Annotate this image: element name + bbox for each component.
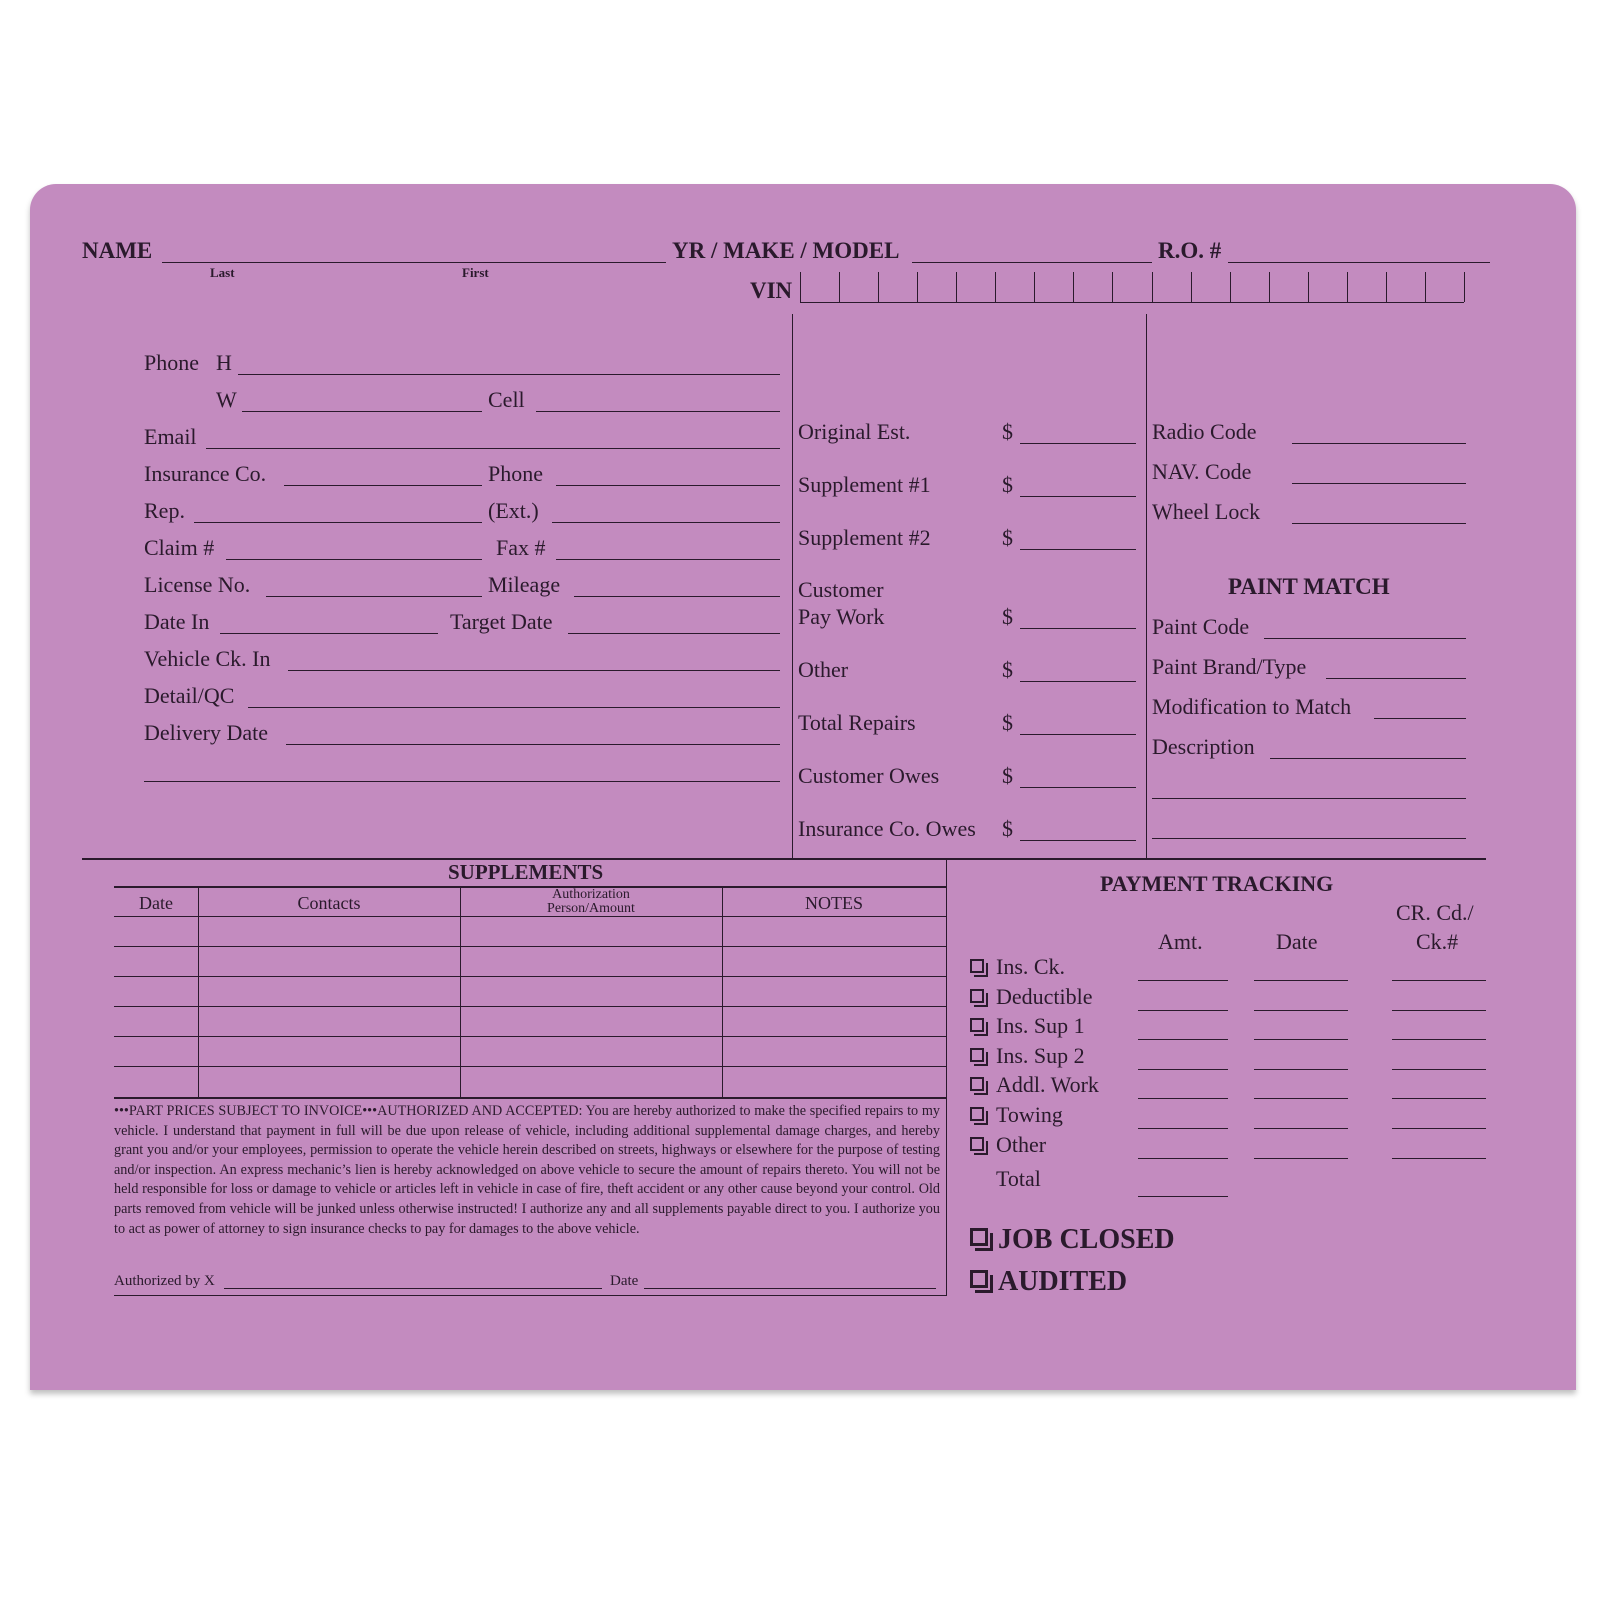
modification-field[interactable]: [1374, 718, 1466, 719]
col-amt-header: Amt.: [1158, 929, 1203, 954]
phone-home-field[interactable]: [238, 374, 780, 375]
payment-row-checkbox[interactable]: [970, 1107, 984, 1121]
currency-symbol: $: [1002, 604, 1013, 629]
mileage-field[interactable]: [574, 596, 780, 597]
last-sublabel: Last: [210, 265, 235, 280]
ro-field[interactable]: [1228, 262, 1490, 263]
terms-text: •••PART PRICES SUBJECT TO INVOICE•••AUTHORIZED AND ACCEPTED: You are hereby authorized to make the specified repairs to my vehicle. I understand that payment in full will be due upon release of vehicle, including additional supplemental damage charges, and hereby grant you and/or your employees, permission to operate the vehicle herein described on streets, highways or elsewhere for the purpose of testing and/or inspection. An express mechanic’s lien is hereby acknowledged on above vehicle to secure the amount of repairs thereto. You will not be held responsible for loss or damage to vehicle or articles left in vehicle in case of fire, theft accident or any other cause beyond your control. Old parts removed from vehicle will be junked unless otherwise instructed! I authorize any and all supplements payable direct to you. I authorize you to act as power of attorney to sign insurance checks to pay for damages to the above vehicle.: [114, 1103, 940, 1237]
date-in-field[interactable]: [220, 633, 438, 634]
total-repairs-field[interactable]: [1020, 734, 1136, 735]
table-body[interactable]: [114, 917, 946, 1097]
vin-box-divider: [1034, 272, 1035, 302]
supplement1-field[interactable]: [1020, 496, 1136, 497]
description-field-line3[interactable]: [1152, 838, 1466, 839]
table-border-bottom: [114, 1097, 946, 1099]
vin-box-divider: [1230, 272, 1231, 302]
payment-check-field[interactable]: [1392, 1069, 1486, 1070]
payment-amount-field[interactable]: [1138, 1010, 1228, 1011]
supplement2-label: Supplement #2: [798, 525, 931, 550]
col-date-header: Date: [139, 893, 173, 913]
detail-qc-field[interactable]: [248, 707, 780, 708]
column-divider-left: [792, 314, 793, 858]
paint-brand-field[interactable]: [1326, 678, 1466, 679]
currency-symbol: $: [1002, 525, 1013, 550]
col-cr-header-line2: Ck.#: [1416, 929, 1459, 954]
payment-check-field[interactable]: [1392, 1039, 1486, 1040]
signature-date-field[interactable]: [644, 1288, 936, 1289]
email-field[interactable]: [206, 448, 780, 449]
currency-symbol: $: [1002, 763, 1013, 788]
payment-check-field[interactable]: [1392, 980, 1486, 981]
cell-label: Cell: [488, 387, 525, 412]
currency-symbol: $: [1002, 816, 1013, 841]
description-field-line2[interactable]: [1152, 798, 1466, 799]
payment-amount-field[interactable]: [1138, 980, 1228, 981]
customer-pay-label-line2: Pay Work: [798, 604, 885, 629]
currency-symbol: $: [1002, 710, 1013, 735]
vin-box-divider: [839, 272, 840, 302]
delivery-date-field[interactable]: [286, 744, 780, 745]
vin-box-divider: [878, 272, 879, 302]
currency-symbol: $: [1002, 657, 1013, 682]
payment-row-checkbox[interactable]: [970, 1018, 984, 1032]
payment-check-field[interactable]: [1392, 1010, 1486, 1011]
vin-box-divider: [1386, 272, 1387, 302]
fax-field[interactable]: [556, 559, 780, 560]
yr-make-model-field[interactable]: [912, 262, 1152, 263]
target-date-field[interactable]: [568, 633, 780, 634]
cell-field[interactable]: [536, 411, 780, 412]
target-date-label: Target Date: [450, 609, 553, 634]
original-est-label: Original Est.: [798, 419, 911, 444]
job-closed-label: JOB CLOSED: [998, 1224, 1175, 1255]
payment-row-label: Towing: [996, 1102, 1063, 1127]
fax-label: Fax #: [496, 535, 546, 560]
vin-box-divider: [1347, 272, 1348, 302]
vin-box-divider: [1308, 272, 1309, 302]
payment-row-checkbox[interactable]: [970, 989, 984, 1003]
bottom-divider-vertical: [946, 858, 947, 1296]
audited-label: AUDITED: [998, 1266, 1128, 1297]
wheel-lock-label: Wheel Lock: [1152, 499, 1261, 524]
vin-box-divider: [1191, 272, 1192, 302]
payment-amount-field[interactable]: [1138, 1128, 1228, 1129]
other-field[interactable]: [1020, 681, 1136, 682]
vin-label: VIN: [750, 278, 793, 303]
phone-w-label: W: [216, 387, 237, 412]
ext-field[interactable]: [552, 522, 780, 523]
payment-amount-field[interactable]: [1138, 1039, 1228, 1040]
col-auth-header-line2: Person/Amount: [547, 901, 635, 916]
nav-code-label: NAV. Code: [1152, 459, 1252, 484]
column-divider-right: [1146, 314, 1147, 858]
paint-brand-label: Paint Brand/Type: [1152, 654, 1307, 679]
vehicle-ck-in-field[interactable]: [288, 670, 780, 671]
job-closed-checkbox[interactable]: [970, 1228, 988, 1246]
paint-code-field[interactable]: [1264, 638, 1466, 639]
license-label: License No.: [144, 572, 251, 597]
payment-row-label: Ins. Sup 2: [996, 1042, 1085, 1068]
phone-work-field[interactable]: [242, 411, 482, 412]
total-label: Total: [996, 1166, 1041, 1191]
claim-label: Claim #: [144, 535, 215, 560]
supplements-table: [114, 886, 946, 1098]
payment-row-label: Addl. Work: [996, 1072, 1099, 1098]
signature-date-label: Date: [610, 1273, 639, 1289]
paint-code-label: Paint Code: [1152, 614, 1250, 639]
paint-match-title: PAINT MATCH: [1228, 574, 1390, 599]
supplement1-label: Supplement #1: [798, 472, 931, 497]
date-in-label: Date In: [144, 609, 210, 634]
customer-pay-field[interactable]: [1020, 628, 1136, 629]
total-repairs-label: Total Repairs: [798, 710, 916, 735]
insurance-co-field[interactable]: [284, 485, 482, 486]
supplement2-field[interactable]: [1020, 549, 1136, 550]
modification-label: Modification to Match: [1152, 694, 1352, 719]
payment-check-field[interactable]: [1392, 1098, 1486, 1099]
col-date-header: Date: [1276, 929, 1318, 954]
col-contacts-header: Contacts: [297, 893, 361, 913]
customer-pay-label-line1: Customer: [798, 577, 884, 602]
vin-box-divider: [1152, 272, 1153, 302]
mileage-label: Mileage: [488, 572, 561, 597]
col-cr-header-line1: CR. Cd./: [1396, 900, 1474, 925]
description-label: Description: [1152, 734, 1255, 759]
payment-amount-field[interactable]: [1138, 1069, 1228, 1070]
col-notes-header: NOTES: [805, 893, 863, 913]
supplements-title: SUPPLEMENTS: [448, 860, 604, 884]
license-field[interactable]: [266, 596, 482, 597]
payment-check-field[interactable]: [1392, 1158, 1486, 1159]
vin-box-divider: [1112, 272, 1113, 302]
payment-row-checkbox[interactable]: [970, 959, 984, 973]
vin-box-divider: [800, 272, 801, 302]
currency-symbol: $: [1002, 419, 1013, 444]
ext-label: (Ext.): [488, 498, 539, 523]
vehicle-ck-in-label: Vehicle Ck. In: [144, 646, 271, 671]
name-field[interactable]: [162, 262, 666, 263]
vin-field[interactable]: [800, 272, 1464, 303]
payment-row-label: Ins. Sup 1: [996, 1013, 1085, 1039]
ro-label: R.O. #: [1158, 238, 1222, 263]
payment-row-checkbox[interactable]: [970, 1077, 984, 1091]
rep-field[interactable]: [194, 522, 482, 523]
payment-date-field[interactable]: [1254, 1128, 1348, 1129]
wheel-lock-field[interactable]: [1292, 523, 1466, 524]
payment-row-label: Other: [996, 1131, 1047, 1157]
vin-box-divider: [917, 272, 918, 302]
customer-owes-field[interactable]: [1020, 787, 1136, 788]
payment-check-field[interactable]: [1392, 1128, 1486, 1129]
folder-form: [30, 184, 1576, 1390]
payment-row-checkbox[interactable]: [970, 1048, 984, 1062]
vin-box-divider: [956, 272, 957, 302]
name-label: NAME: [82, 238, 153, 263]
payment-amount-field[interactable]: [1138, 1098, 1228, 1099]
section-divider: [82, 858, 1486, 860]
audited-checkbox[interactable]: [970, 1270, 988, 1288]
description-field[interactable]: [1270, 758, 1466, 759]
detail-qc-label: Detail/QC: [144, 683, 235, 708]
payment-tracking-title: PAYMENT TRACKING: [1100, 871, 1334, 896]
other-label: Other: [798, 657, 849, 682]
insurance-phone-field[interactable]: [556, 485, 780, 486]
vin-box-divider: [1073, 272, 1074, 302]
payment-date-field[interactable]: [1254, 980, 1348, 981]
extra-line-field[interactable]: [144, 781, 780, 782]
payment-date-field[interactable]: [1254, 1158, 1348, 1159]
payment-amount-field[interactable]: [1138, 1158, 1228, 1159]
nav-code-field[interactable]: [1292, 483, 1466, 484]
currency-symbol: $: [1002, 472, 1013, 497]
payment-row-checkbox[interactable]: [970, 1137, 984, 1151]
yr-make-model-label: YR / MAKE / MODEL: [672, 238, 900, 263]
insurance-owes-label: Insurance Co. Owes: [798, 816, 976, 841]
authorized-by-label: Authorized by X: [114, 1273, 215, 1289]
customer-owes-label: Customer Owes: [798, 763, 940, 788]
email-label: Email: [144, 424, 197, 449]
radio-code-label: Radio Code: [1152, 419, 1257, 444]
vin-box-divider: [1269, 272, 1270, 302]
insurance-owes-field[interactable]: [1020, 840, 1136, 841]
original-est-field[interactable]: [1020, 443, 1136, 444]
bottom-rule: [114, 1295, 946, 1296]
vin-box-divider: [1464, 272, 1465, 302]
payment-date-field[interactable]: [1254, 1069, 1348, 1070]
rep-label: Rep.: [144, 498, 185, 523]
insurance-co-label: Insurance Co.: [144, 461, 267, 486]
payment-date-field[interactable]: [1254, 1098, 1348, 1099]
claim-field[interactable]: [226, 559, 482, 560]
vin-box-divider: [995, 272, 996, 302]
authorized-signature-field[interactable]: [224, 1288, 602, 1289]
first-sublabel: First: [462, 265, 489, 280]
payment-row-label: Deductible: [996, 983, 1093, 1009]
payment-date-field[interactable]: [1254, 1039, 1348, 1040]
col-auth-header-line1: Authorization: [552, 887, 630, 902]
radio-code-field[interactable]: [1292, 443, 1466, 444]
payment-date-field[interactable]: [1254, 1010, 1348, 1011]
vin-box-divider: [1425, 272, 1426, 302]
phone-label: Phone: [144, 350, 199, 375]
insurance-phone-label: Phone: [488, 461, 543, 486]
delivery-date-label: Delivery Date: [144, 720, 268, 745]
payment-row-label: Ins. Ck.: [996, 954, 1066, 979]
total-amount-field[interactable]: [1138, 1196, 1228, 1197]
phone-h-label: H: [216, 350, 232, 375]
